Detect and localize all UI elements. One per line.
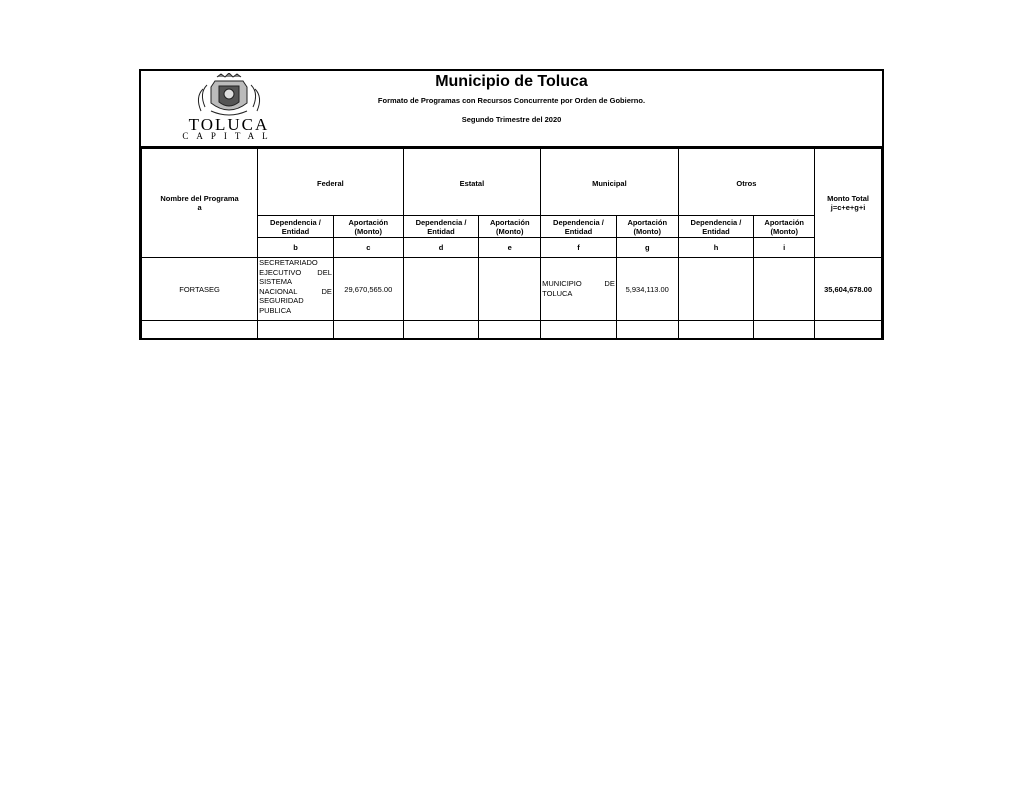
logo-wordmark: TOLUCA (188, 115, 270, 134)
letter-e: e (479, 238, 541, 258)
report-subtitle: Formato de Programas con Recursos Concurrente por Orden de Gobierno. (377, 96, 646, 105)
total-formula: j=c+e+g+i (830, 203, 866, 212)
sub-header-dep: Dependencia / Entidad (258, 216, 334, 238)
sub-header-dep: Dependencia / Entidad (403, 216, 479, 238)
federal-dep-line: EJECUTIVO DEL (259, 267, 332, 277)
program-name-letter: a (197, 203, 202, 212)
federal-dep-line: SEGURIDAD (259, 296, 304, 306)
sub-header-dep: Dependencia / Entidad (541, 216, 617, 238)
sub-header-apo: Aportación (Monto) (616, 216, 678, 238)
empty-cell (142, 321, 258, 339)
municipal-amount-cell: 5,934,113.00 (616, 258, 678, 321)
report-header (141, 71, 882, 148)
empty-cell (541, 321, 617, 339)
estatal-dependency-cell (403, 258, 479, 321)
total-header (815, 149, 882, 258)
page-title: Municipio de Toluca (435, 73, 588, 90)
sub-header-dep: Dependencia / Entidad (678, 216, 754, 238)
empty-cell (678, 321, 754, 339)
letter-b: b (258, 238, 334, 258)
empty-cell (333, 321, 403, 339)
empty-cell (258, 321, 334, 339)
sub-header-apo: Aportación (Monto) (333, 216, 403, 238)
federal-dependency-cell (258, 258, 334, 321)
federal-dep-line: PUBLICA (259, 305, 292, 315)
federal-dep-line: SISTEMA (259, 277, 293, 287)
municipal-dep-line: TOLUCA (542, 289, 573, 298)
program-name-header (142, 149, 258, 258)
empty-cell (403, 321, 479, 339)
estatal-amount-cell (479, 258, 541, 321)
logo-subtitle: CAPITAL (182, 131, 276, 141)
letter-d: d (403, 238, 479, 258)
group-header-municipal: Municipal (541, 149, 679, 216)
municipal-dependency-cell (541, 258, 617, 321)
otros-amount-cell (754, 258, 815, 321)
table-row-empty (142, 321, 882, 339)
federal-amount-cell: 29,670,565.00 (333, 258, 403, 321)
report-sheet (139, 69, 884, 340)
programs-table (141, 148, 882, 339)
total-label: Monto Total (827, 194, 870, 203)
sub-header-apo: Aportación (Monto) (479, 216, 541, 238)
group-header-federal: Federal (258, 149, 404, 216)
group-header-estatal: Estatal (403, 149, 540, 216)
program-name-cell: FORTASEG (142, 258, 258, 321)
empty-cell (815, 321, 882, 339)
empty-cell (616, 321, 678, 339)
letter-h: h (678, 238, 754, 258)
total-amount-cell: 35,604,678.00 (815, 258, 882, 321)
municipal-dep-line: MUNICIPIO DE (542, 279, 615, 288)
federal-dep-line: NACIONAL DE (259, 286, 332, 296)
table-row (142, 258, 882, 321)
otros-dependency-cell (678, 258, 754, 321)
report-period: Segundo Trimestre del 2020 (461, 115, 562, 124)
empty-cell (754, 321, 815, 339)
federal-dep-line: SECRETARIADO (259, 258, 318, 267)
sub-header-apo: Aportación (Monto) (754, 216, 815, 238)
empty-cell (479, 321, 541, 339)
letter-g: g (616, 238, 678, 258)
letter-i: i (754, 238, 815, 258)
letter-c: c (333, 238, 403, 258)
letter-f: f (541, 238, 617, 258)
program-name-label: Nombre del Programa (160, 194, 239, 203)
group-header-otros: Otros (678, 149, 814, 216)
